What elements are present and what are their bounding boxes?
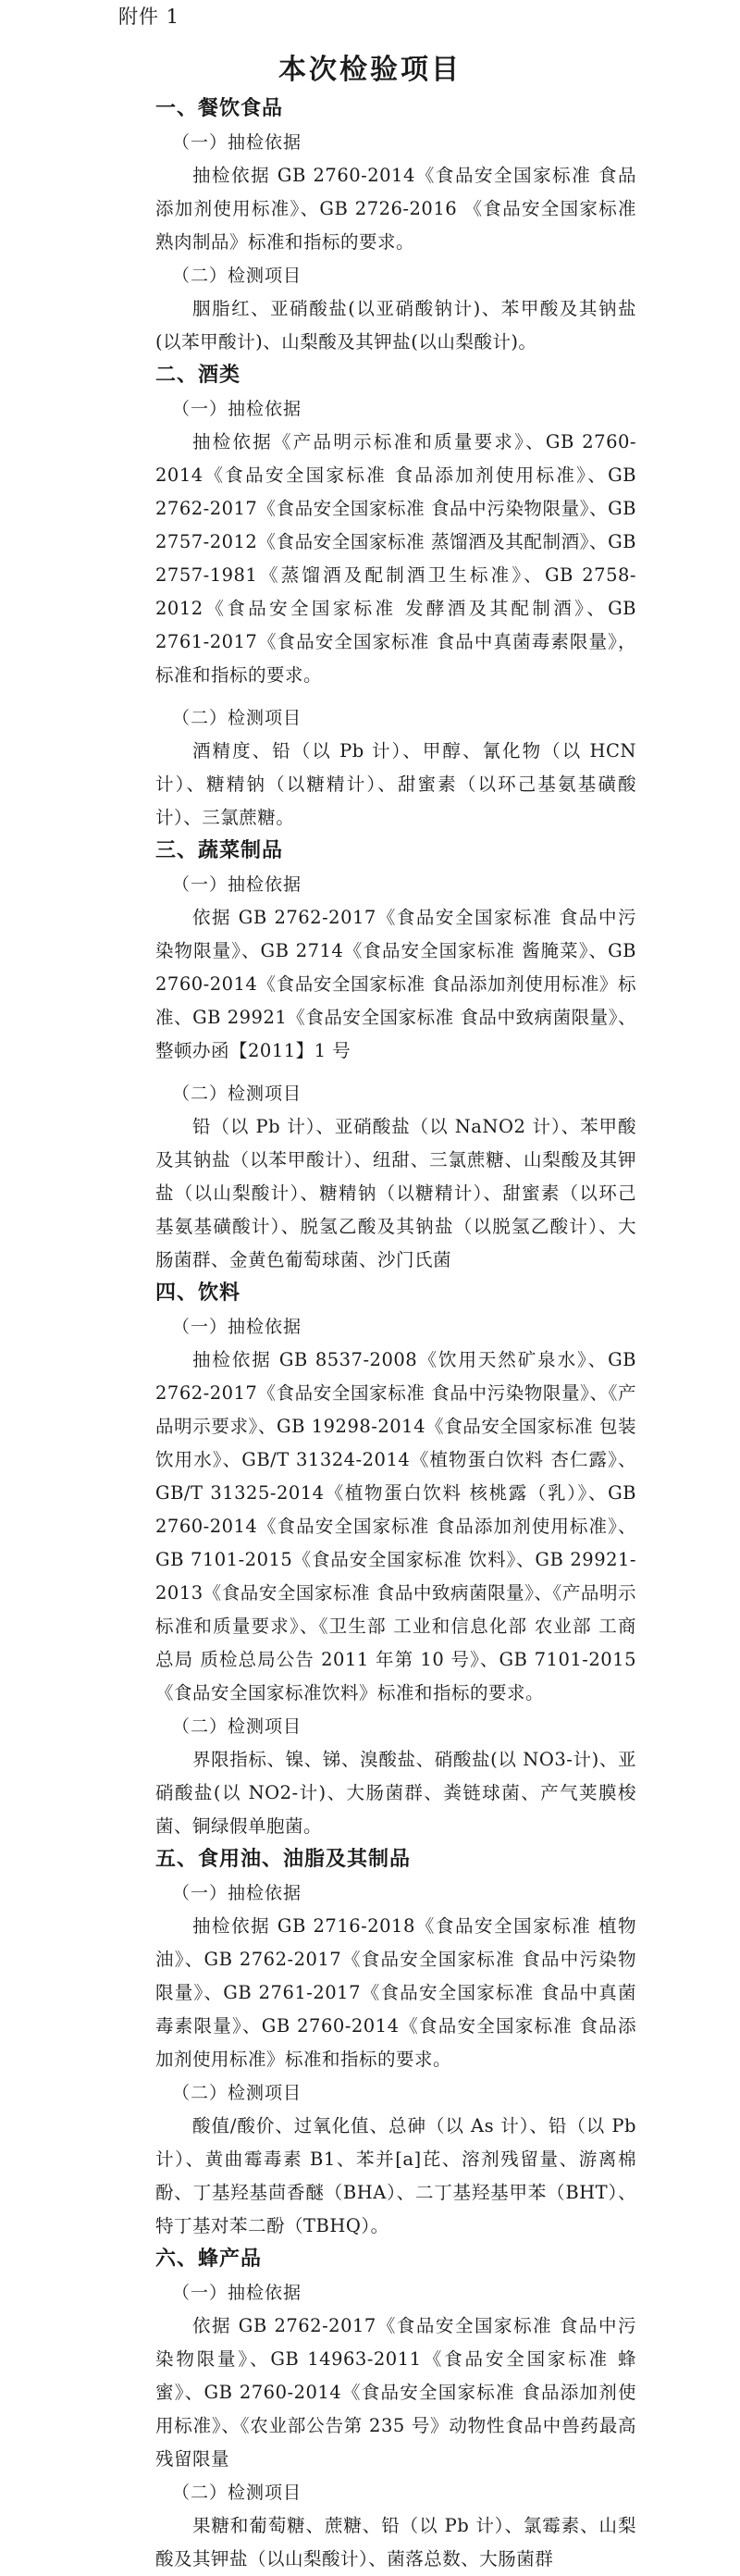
basis-label: （一）抽检依据 [172, 2283, 302, 2303]
page-title: 本次检验项目 [278, 54, 462, 86]
items-text: 果糖和葡萄糖、蔗糖、铅（以 Pb 计）、氯霉素、山梨酸及其钾盐（以山梨酸计）、菌落总数、大肠菌群 [155, 2515, 636, 2570]
basis-label: （一）抽检依据 [172, 874, 302, 895]
items-text: 界限指标、镍、锑、溴酸盐、硝酸盐(以 NO3-计)、亚硝酸盐(以 NO2-计)、大肠菌群、粪链球菌、产气荚膜梭菌、铜绿假单胞菌。 [155, 1749, 636, 1837]
attachment-label: 附件 1 [118, 6, 180, 28]
basis-text: 抽检依据 GB 2716-2018《食品安全国家标准 植物油》、GB 2762-2017《食品安全国家标准 食品中污染物限量》、GB 2761-2017《食品安全国家标准 食品中真菌毒素限量》、GB 2760-2014《食品安全国家标准 食品添加剂使用标准》标准和指标的要求。 [155, 1915, 636, 2070]
basis-text: 抽检依据 GB 8537-2008《饮用天然矿泉水》、GB 2762-2017《食品安全国家标准 食品中污染物限量》、《产品明示要求》、GB 19298-2014《食品安全国家标准 包装饮用水》、GB/T 31324-2014《植物蛋白饮料 杏仁露》、GB/T 31325-2014《植物蛋白饮料 核桃露（乳）》、GB 2760-2014《食品安全国家标准 食品添加剂使用标准》、GB 7101-2015《食品安全国家标准 饮料》、GB 29921-2013《食品安全国家标准 食品中致病菌限量》、《产品明示标准和质量要求》、《卫生部 工业和信息化部 农业部 工商总局 质检总局公告 2011 年第 10 号》、GB 7101-2015《食品安全国家标准饮料》标准和指标的要求。 [155, 1349, 636, 1703]
items-label: （二）检测项目 [172, 2483, 302, 2503]
section-heading: 二、酒类 [155, 364, 241, 387]
items-text: 胭脂红、亚硝酸盐(以亚硝酸钠计)、苯甲酸及其钠盐(以苯甲酸计)、山梨酸及其钾盐(以山梨酸计)。 [155, 298, 636, 353]
section-heading: 五、食用油、油脂及其制品 [155, 1848, 412, 1871]
items-label: （二）检测项目 [172, 1716, 302, 1737]
items-label: （二）检测项目 [172, 2083, 302, 2103]
basis-text: 依据 GB 2762-2017《食品安全国家标准 食品中污染物限量》、GB 14963-2011《食品安全国家标准 蜂蜜》、GB 2760-2014《食品安全国家标准 食品添加剂使用标准》、《农业部公告第 235 号》动物性食品中兽药最高残留限量 [155, 2315, 636, 2470]
items-label: （二）检测项目 [172, 1084, 302, 1104]
spacer [155, 1068, 636, 1077]
section-catering [155, 93, 636, 359]
basis-label: （一）抽检依据 [172, 399, 302, 419]
items-label: （二）检测项目 [172, 708, 302, 728]
items-text: 酸值/酸价、过氧化值、总砷（以 As 计）、铅（以 Pb 计）、黄曲霉毒素 B1、苯并[a]芘、溶剂残留量、游离棉酚、丁基羟基茴香醚（BHA）、二丁基羟基甲苯（BHT）、特丁基对苯二酚（TBHQ）。 [155, 2115, 636, 2236]
document-body [155, 93, 636, 2576]
section-heading: 四、饮料 [155, 1282, 241, 1305]
section-heading: 三、蔬菜制品 [155, 839, 284, 862]
basis-text: 抽检依据 GB 2760-2014《食品安全国家标准 食品添加剂使用标准》、GB 2726-2016 《食品安全国家标准 熟肉制品》标准和指标的要求。 [155, 165, 636, 253]
section-vegetable-products [155, 835, 636, 1277]
section-edible-oils [155, 1843, 636, 2243]
basis-text: 抽检依据《产品明示标准和质量要求》、GB 2760-2014《食品安全国家标准 食品添加剂使用标准》、GB 2762-2017《食品安全国家标准 食品中污染物限量》、GB 2757-2012《食品安全国家标准 蒸馏酒及其配制酒》、GB 2757-1981《蒸馏酒及配制酒卫生标准》、GB 2758-2012《食品安全国家标准 发酵酒及其配制酒》、GB 2761-2017《食品安全国家标准 食品中真菌毒素限量》，标准和指标的要求。 [155, 431, 636, 686]
section-heading: 一、餐饮食品 [155, 97, 284, 120]
section-heading: 六、蜂产品 [155, 2248, 263, 2271]
items-text: 铅（以 Pb 计）、亚硝酸盐（以 NaNO2 计）、苯甲酸及其钠盐（以苯甲酸计）、纽甜、三氯蔗糖、山梨酸及其钾盐（以山梨酸计）、糖精钠（以糖精计）、甜蜜素（以环己基氨基磺酸计）、脱氢乙酸及其钠盐（以脱氢乙酸计）、大肠菌群、金黄色葡萄球菌、沙门氏菌 [155, 1116, 636, 1270]
items-label: （二）检测项目 [172, 266, 302, 286]
basis-label: （一）抽检依据 [172, 132, 302, 153]
basis-label: （一）抽检依据 [172, 1883, 302, 1903]
section-beverages [155, 1277, 636, 1843]
basis-label: （一）抽检依据 [172, 1317, 302, 1337]
section-liquor [155, 359, 636, 835]
spacer [155, 692, 636, 701]
items-text: 酒精度、铅（以 Pb 计）、甲醇、氰化物（以 HCN 计）、糖精钠（以糖精计）、甜蜜素（以环己基氨基磺酸计）、三氯蔗糖。 [155, 740, 636, 828]
section-bee-products [155, 2243, 636, 2576]
basis-text: 依据 GB 2762-2017《食品安全国家标准 食品中污染物限量》、GB 2714《食品安全国家标准 酱腌菜》、GB 2760-2014《食品安全国家标准 食品添加剂使用标准》标准、GB 29921《食品安全国家标准 食品中致病菌限量》、整顿办函【2011】1 号 [155, 907, 636, 1061]
